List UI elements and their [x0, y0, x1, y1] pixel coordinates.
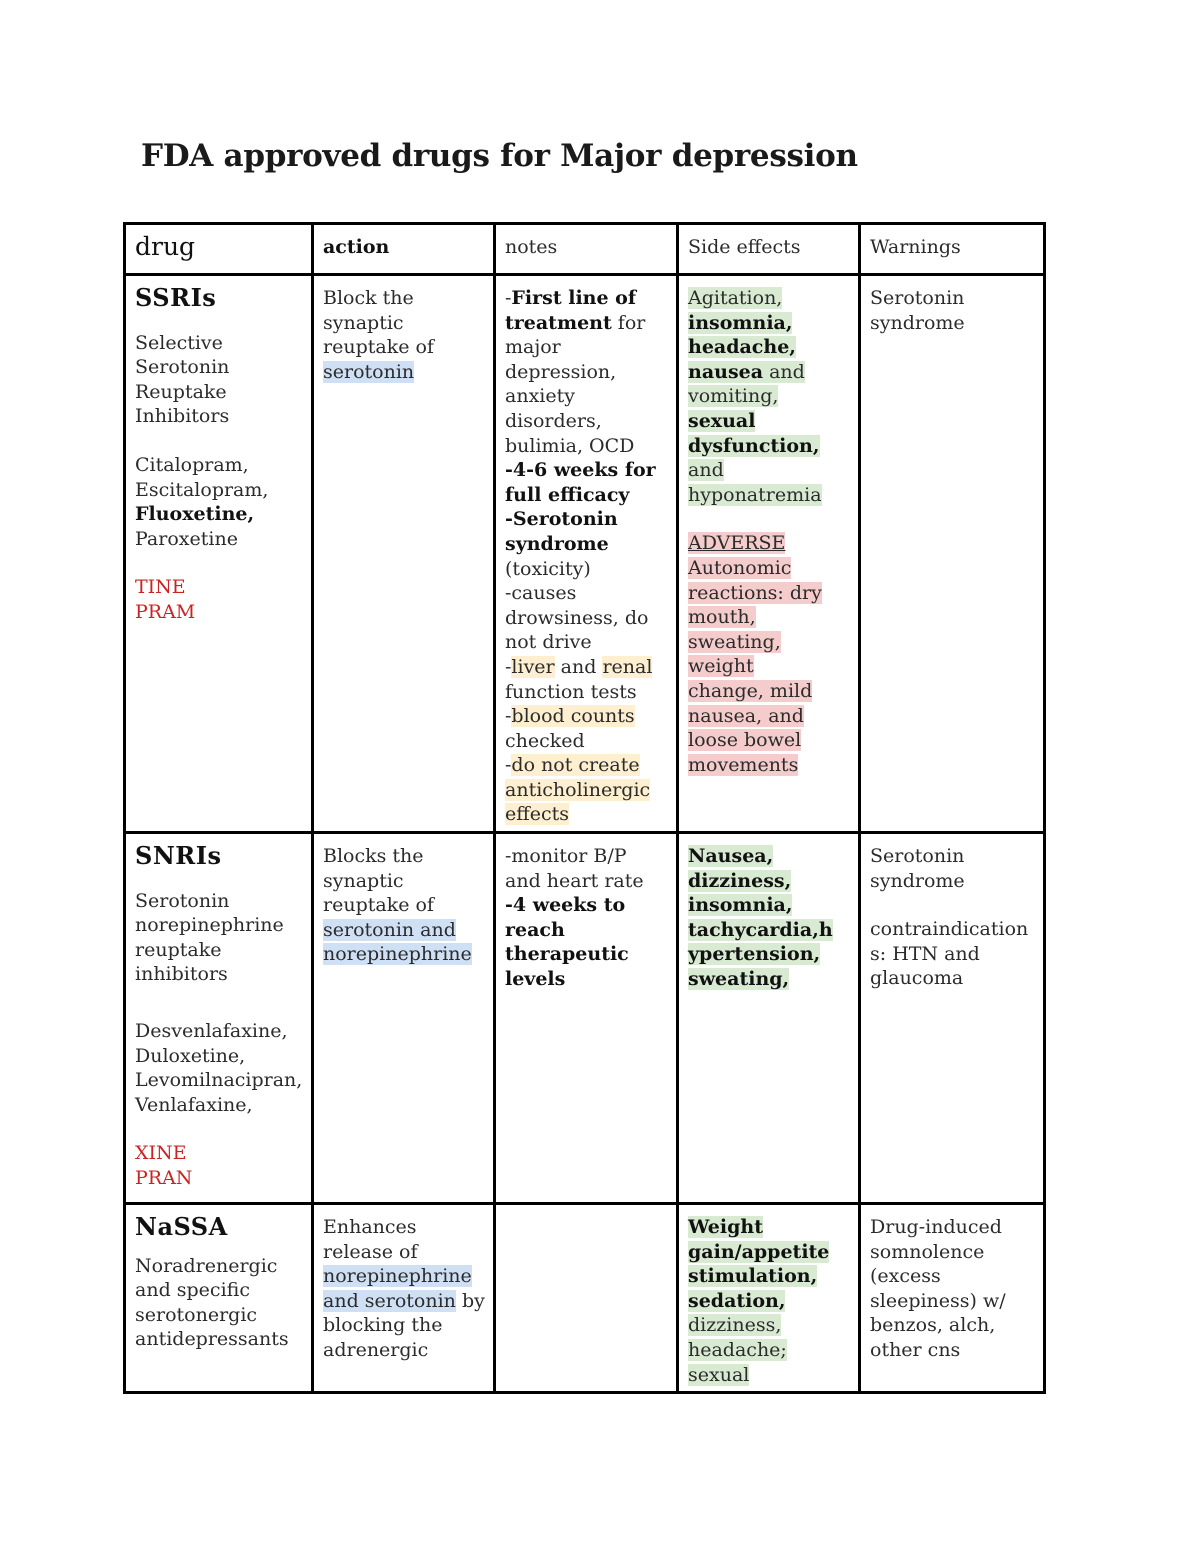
nassa-class-name: NaSSA	[135, 1212, 228, 1242]
page-title: FDA approved drugs for Major depression	[141, 138, 858, 174]
ssri-note-text: drowsiness, do	[505, 606, 649, 629]
drug-table	[123, 222, 1046, 1394]
ssri-note-text: effects	[505, 803, 570, 826]
snri-drug-name: Venlafaxine,	[135, 1093, 253, 1116]
snri-contraindication: s: HTN and	[870, 942, 980, 965]
ssri-note-text: bulimia, OCD	[505, 434, 635, 457]
ssri-note-text: do not create	[511, 754, 640, 777]
snri-note-text: -monitor B/P	[505, 845, 627, 868]
nassa-warning: Drug-induced	[870, 1216, 1002, 1239]
ssri-action-line: reuptake of	[323, 336, 434, 359]
ssri-warnings-cell	[860, 275, 1045, 833]
snri-full-name-line: inhibitors	[135, 963, 228, 986]
snri-action-target: norepinephrine	[323, 943, 472, 966]
ssri-mnemonic: PRAM	[135, 600, 196, 623]
ssri-action-cell	[313, 275, 495, 833]
nassa-full-name-line: and specific	[135, 1279, 250, 1302]
snri-note-text: -4 weeks to	[505, 894, 626, 917]
ssri-note-text: major	[505, 336, 561, 359]
snri-side-effect: insomnia,	[688, 894, 793, 917]
table-header-row	[125, 224, 1045, 275]
snri-action-line: reuptake of	[323, 894, 434, 917]
snri-full-name-line: reuptake	[135, 938, 222, 961]
ssri-adverse-effect: nausea, and	[688, 704, 804, 727]
ssri-note-text: for	[611, 311, 646, 334]
ssri-note-text: -causes	[505, 582, 577, 605]
snri-side-effect: Nausea,	[688, 845, 774, 868]
header-warnings: Warnings	[860, 224, 1045, 275]
snri-side-effects-cell	[678, 833, 860, 1204]
nassa-notes-cell	[495, 1204, 678, 1393]
ssri-adverse-effect: sweating, weight	[688, 630, 781, 678]
snri-note-text: and heart rate	[505, 869, 644, 892]
nassa-side-effect: headache; sexual	[688, 1339, 787, 1386]
ssri-note-text: -	[505, 705, 512, 728]
nassa-action-cell	[313, 1204, 495, 1393]
nassa-full-name-line: antidepressants	[135, 1328, 289, 1351]
ssri-note-text: blood counts	[511, 705, 635, 728]
table-row-snri	[125, 833, 1045, 1204]
nassa-side-effect: Weight	[688, 1216, 763, 1239]
snri-drug-name: Duloxetine,	[135, 1044, 246, 1067]
ssri-full-name-line: Selective	[135, 331, 223, 354]
snri-side-effect: dizziness,	[688, 869, 792, 892]
ssri-drug-cell	[125, 275, 313, 833]
snri-warning: Serotonin	[870, 845, 965, 868]
ssri-note-text: checked	[505, 729, 585, 752]
ssri-note-text: -	[505, 754, 512, 777]
ssri-note-text: -	[505, 287, 512, 309]
snri-warnings-cell	[860, 833, 1045, 1204]
snri-notes-cell	[495, 833, 678, 1204]
ssri-note-text: anticholinergic	[505, 778, 651, 801]
ssri-action-target: serotonin	[323, 360, 415, 383]
snri-action-target: and	[414, 918, 456, 941]
ssri-drug-name: Paroxetine	[135, 527, 238, 550]
ssri-note-text: full efficacy	[505, 483, 630, 506]
ssri-action-line: synaptic	[323, 311, 404, 334]
ssri-warning: Serotonin	[870, 287, 965, 309]
snri-drug-cell	[125, 833, 313, 1204]
header-side-effects: Side effects	[678, 224, 860, 275]
ssri-class-name: SSRIs	[135, 283, 217, 312]
nassa-side-effect: gain/appetite	[688, 1240, 830, 1263]
ssri-side-effect: vomiting,	[688, 385, 779, 408]
nassa-action-target: and serotonin	[323, 1289, 456, 1312]
snri-mnemonic: XINE	[135, 1142, 187, 1165]
ssri-side-effect: insomnia,	[688, 311, 793, 334]
ssri-note-text: renal	[602, 655, 653, 678]
ssri-warning: syndrome	[870, 311, 965, 334]
snri-warning: syndrome	[870, 869, 965, 892]
ssri-drug-name: Escitalopram,	[135, 478, 269, 501]
nassa-warnings-cell	[860, 1204, 1045, 1393]
ssri-side-effect: and	[763, 360, 805, 383]
snri-action-cell	[313, 833, 495, 1204]
nassa-action-line: Enhances	[323, 1216, 417, 1239]
ssri-note-text: -Serotonin	[505, 508, 618, 531]
nassa-action-line: release of	[323, 1240, 418, 1263]
ssri-note-text: -	[505, 655, 512, 678]
nassa-warning: sleepiness) w/	[870, 1289, 1006, 1312]
snri-action-target: serotonin	[323, 918, 415, 941]
nassa-action-line: adrenergic	[323, 1339, 429, 1362]
ssri-full-name-line: Inhibitors	[135, 405, 230, 428]
snri-full-name-line: Serotonin	[135, 889, 230, 912]
snri-side-effect: sweating,	[688, 968, 790, 991]
snri-note-text: reach	[505, 918, 565, 941]
ssri-note-text: liver	[511, 655, 555, 678]
ssri-side-effect: sexual	[688, 409, 756, 432]
ssri-adverse-effect: loose bowel	[688, 729, 802, 752]
ssri-adverse-effect: movements	[688, 753, 799, 776]
ssri-adverse-effect: change, mild	[688, 679, 813, 702]
ssri-side-effect: hyponatremia	[688, 483, 822, 506]
ssri-note-text: syndrome	[505, 532, 609, 555]
nassa-warning: (excess	[870, 1265, 941, 1288]
nassa-action-line: by	[455, 1289, 485, 1312]
ssri-note-text: -4-6 weeks for	[505, 459, 656, 482]
nassa-side-effect: dizziness,	[688, 1314, 782, 1337]
ssri-full-name-line: Reuptake	[135, 380, 227, 403]
snri-side-effect: ypertension,	[688, 943, 821, 966]
nassa-side-effects-cell	[678, 1204, 860, 1393]
nassa-drug-cell	[125, 1204, 313, 1393]
ssri-note-text: function tests	[505, 680, 637, 703]
snri-action-line: synaptic	[323, 869, 404, 892]
header-notes: notes	[495, 224, 678, 275]
ssri-side-effect: dysfunction,	[688, 434, 820, 457]
ssri-side-effects-cell	[678, 275, 860, 833]
ssri-note-text: disorders,	[505, 409, 602, 432]
snri-side-effect: tachycardia,h	[688, 918, 833, 941]
ssri-full-name-line: Serotonin	[135, 356, 230, 379]
header-drug: drug	[125, 224, 313, 275]
ssri-notes-cell	[495, 275, 678, 833]
ssri-drug-name: Fluoxetine,	[135, 503, 255, 526]
snri-mnemonic: PRAN	[135, 1167, 193, 1189]
header-action: action	[313, 224, 495, 275]
ssri-action-line: Block the	[323, 287, 414, 309]
ssri-adverse-label: ADVERSE	[688, 532, 786, 555]
ssri-adverse-effect: Autonomic	[688, 556, 792, 579]
nassa-side-effect: sedation,	[688, 1289, 786, 1312]
ssri-side-effect: headache,	[688, 336, 796, 359]
ssri-adverse-effect: mouth,	[688, 606, 756, 629]
nassa-side-effect: stimulation,	[688, 1265, 818, 1288]
snri-class-name: SNRIs	[135, 841, 222, 871]
nassa-action-line: blocking the	[323, 1314, 443, 1337]
nassa-warning: other cns	[870, 1339, 961, 1362]
table-row-ssri	[125, 275, 1045, 833]
ssri-side-effect: nausea	[688, 360, 764, 383]
nassa-full-name-line: serotonergic	[135, 1303, 258, 1326]
ssri-mnemonic: TINE	[135, 576, 186, 599]
snri-full-name-line: norepinephrine	[135, 914, 284, 937]
ssri-note-text: depression,	[505, 360, 617, 383]
ssri-note-text: anxiety	[505, 385, 575, 408]
nassa-warning: benzos, alch,	[870, 1314, 996, 1337]
nassa-full-name-line: Noradrenergic	[135, 1254, 278, 1277]
table-row-nassa	[125, 1204, 1045, 1393]
ssri-side-effect: and	[688, 459, 724, 482]
ssri-adverse-effect: reactions: dry	[688, 581, 822, 604]
nassa-warning: somnolence	[870, 1240, 985, 1263]
nassa-action-target: norepinephrine	[323, 1265, 472, 1288]
ssri-side-effect: Agitation,	[688, 287, 783, 309]
snri-drug-name: Desvenlafaxine,	[135, 1020, 288, 1043]
ssri-note-text: (toxicity)	[505, 557, 591, 580]
snri-drug-name: Levomilnacipran,	[135, 1069, 303, 1092]
snri-note-text: levels	[505, 968, 566, 991]
ssri-drug-name: Citalopram,	[135, 453, 249, 476]
snri-contraindication: contraindication	[870, 918, 1029, 941]
ssri-note-text: and	[554, 655, 603, 678]
ssri-note-text: First line of	[511, 287, 637, 309]
ssri-note-text: treatment	[505, 311, 612, 334]
snri-note-text: therapeutic	[505, 943, 629, 966]
snri-contraindication: glaucoma	[870, 967, 964, 990]
ssri-note-text: not drive	[505, 631, 592, 654]
snri-action-line: Blocks the	[323, 845, 424, 868]
